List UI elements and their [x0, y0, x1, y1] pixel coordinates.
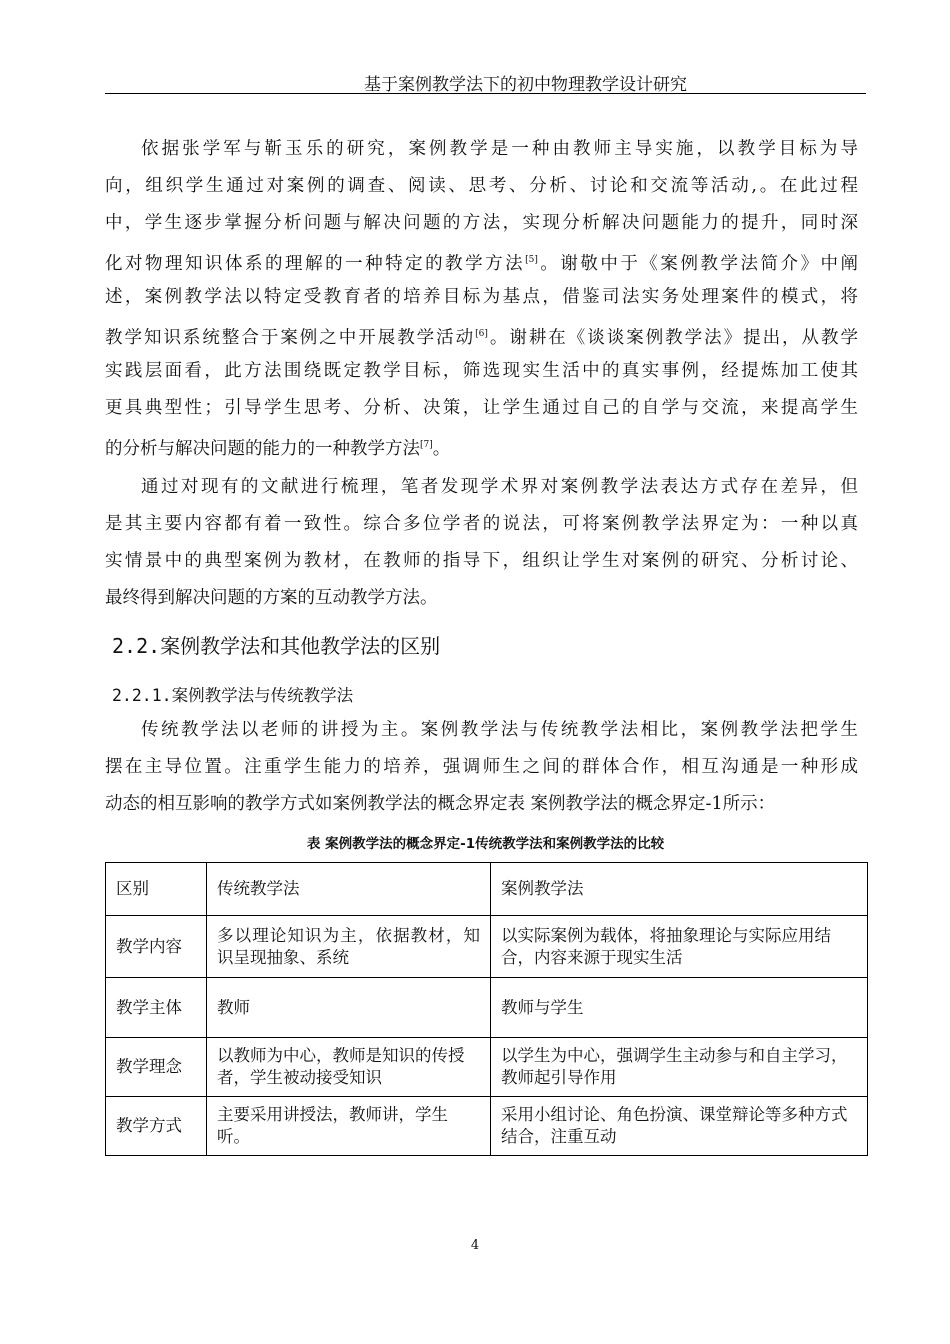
- section-number: 2.2.: [112, 634, 161, 658]
- table-cell: 以实际案例为载体，将抽象理论与实际应用结合，内容来源于现实生活: [491, 916, 868, 978]
- comparison-table: [105, 862, 868, 1156]
- table-row: [106, 978, 868, 1038]
- table-cell: 教学理念: [106, 1038, 207, 1097]
- paragraph-definition-sources: [105, 131, 858, 464]
- page-number: 4: [470, 1238, 480, 1253]
- table-caption: 表 案例教学法的概念界定-1传统教学法和案例教学法的比较: [306, 836, 665, 852]
- subsection-title: 案例教学法与传统教学法: [171, 686, 354, 705]
- table-cell: 采用小组讨论、角色扮演、课堂辩论等多种方式结合，注重互动: [491, 1097, 868, 1156]
- paragraph-definition-summary: [105, 469, 858, 617]
- text-line: 通过对现有的文献进行梳理，笔者发现学术界对案例教学法表达方式存在差异，但: [141, 477, 858, 497]
- header-cell: 区别: [106, 863, 207, 916]
- section-title: 案例教学法和其他教学法的区别: [160, 634, 441, 658]
- header-cell: 传统教学法: [207, 863, 491, 916]
- table-cell: 教学主体: [106, 978, 207, 1038]
- table-row: [106, 1097, 868, 1156]
- table-cell: 教师与学生: [491, 978, 868, 1038]
- text-line: 动态的相互影响的教学方式如案例教学法的概念界定表 案例教学法的概念界定-1所示：: [105, 794, 776, 814]
- table-cell: 以学生为中心，强调学生主动参与和自主学习，教师起引导作用: [491, 1038, 868, 1097]
- table-cell: 教学方式: [106, 1097, 207, 1156]
- running-header: 基于案例教学法下的初中物理教学设计研究: [364, 75, 687, 95]
- table-cell: 主要采用讲授法，教师讲，学生听。: [207, 1097, 491, 1156]
- header-cell: 案例教学法: [491, 863, 868, 916]
- text-line: 是其主要内容都有着一致性。综合多位学者的说法，可将案例教学法界定为：一种以真: [105, 514, 858, 534]
- section-heading: [112, 630, 440, 659]
- header-rule: [105, 93, 866, 94]
- text-line: 摆在主导位置。注重学生能力的培养，强调师生之间的群体合作，相互沟通是一种形成: [105, 757, 858, 777]
- text-line: 向，组织学生通过对案例的调查、阅读、思考、分析、讨论和交流等活动,。在此过程: [105, 176, 858, 196]
- table-row: [106, 916, 868, 978]
- text-line: 实情景中的典型案例为教材，在教师的指导下，组织让学生对案例的研究、分析讨论、: [105, 551, 858, 571]
- text-line: 实践层面看，此方法围绕既定教学目标，筛选现实生活中的真实事例，经提炼加工使其: [105, 361, 858, 381]
- text-line: 传统教学法以老师的讲授为主。案例教学法与传统教学法相比，案例教学法把学生: [141, 720, 858, 740]
- text-line: 更具典型性；引导学生思考、分析、决策，让学生通过自己的自学与交流，来提高学生: [105, 398, 858, 418]
- table-cell: 教学内容: [106, 916, 207, 978]
- text-line: 最终得到解决问题的方案的互动教学方法。: [105, 588, 438, 608]
- subsection-number: 2.2.1.: [112, 686, 172, 705]
- text-line: 化对物理知识体系的理解的一种特定的教学方法[5]。谢敬中于《案例教学法简介》中阐: [105, 253, 858, 274]
- text-line: 教学知识系统整合于案例之中开展教学活动[6]。谢耕在《谈谈案例教学法》提出，从教学: [105, 327, 858, 348]
- table-cell: 多以理论知识为主，依据教材，知识呈现抽象、系统: [207, 916, 491, 978]
- table-cell: 教师: [207, 978, 491, 1038]
- table-header-row: [106, 863, 868, 916]
- text-line: 述，案例教学法以特定受教育者的培养目标为基点，借鉴司法实务处理案件的模式，将: [105, 287, 858, 307]
- text-line: 的分析与解决问题的能力的一种教学方法[7]。: [105, 438, 451, 459]
- subsection-heading: [112, 682, 353, 706]
- text-line: 中，学生逐步掌握分析问题与解决问题的方法，实现分析解决问题能力的提升，同时深: [105, 213, 858, 233]
- table-row: [106, 1038, 868, 1097]
- table-cell: 以教师为中心，教师是知识的传授者，学生被动接受知识: [207, 1038, 491, 1097]
- text-line: 依据张学军与靳玉乐的研究，案例教学是一种由教师主导实施，以教学目标为导: [141, 139, 858, 159]
- paragraph-comparison-intro: [105, 712, 858, 823]
